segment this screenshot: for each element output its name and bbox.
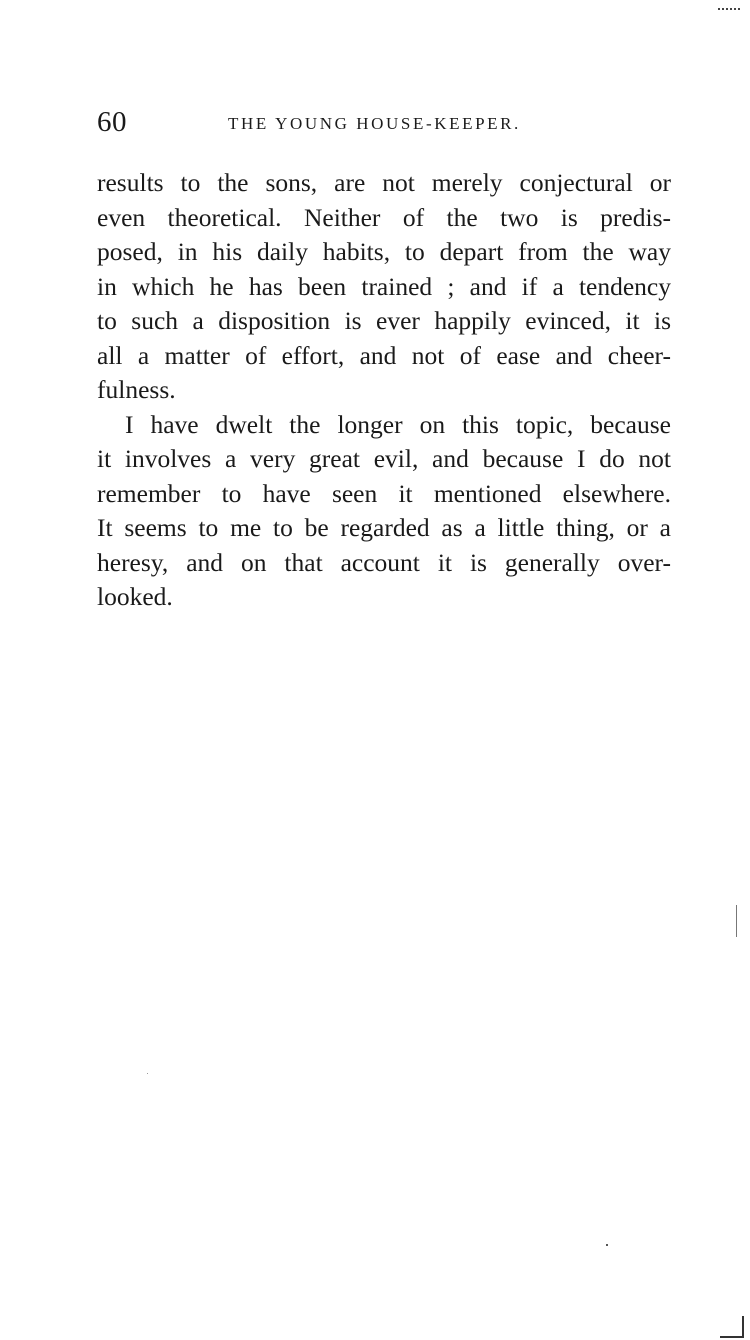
scan-artifact-top-right [718, 0, 740, 10]
text-line: heresy, and on that account it is generally over- [97, 547, 671, 577]
text-line: It seems to me to be regarded as a little thing, or a [97, 513, 671, 542]
page-number: 60 [97, 106, 127, 138]
text-line: all a matter of effort, and not of ease and cheer- [97, 340, 671, 370]
text-line: it involves a very great evil, and because I do not [97, 444, 671, 473]
scan-dot [147, 1073, 148, 1074]
text-line: remember to have seen it mentioned elsewhere. [97, 478, 671, 508]
text-line: posed, in his daily habits, to depart from the way [97, 237, 671, 266]
scan-dot [606, 1244, 608, 1246]
scan-artifact-bottom-right [720, 1316, 744, 1338]
paragraph [97, 166, 671, 408]
running-title: THE YOUNG HOUSE-KEEPER. [228, 114, 521, 133]
text-line: looked. [97, 582, 173, 611]
text-line: even theoretical. Neither of the two is predis- [97, 202, 671, 232]
text-line: in which he has been trained ; and if a tendency [97, 271, 671, 301]
text-line: fulness. [97, 375, 176, 404]
paragraph [97, 408, 671, 615]
running-head [97, 104, 677, 140]
body-text [97, 166, 671, 615]
scan-artifact-right-edge [736, 905, 737, 937]
text-line: to such a disposition is ever happily evinced, it is [97, 306, 671, 335]
text-line: I have dwelt the longer on this topic, because [125, 409, 671, 439]
text-line: results to the sons, are not merely conjectural or [97, 168, 671, 197]
